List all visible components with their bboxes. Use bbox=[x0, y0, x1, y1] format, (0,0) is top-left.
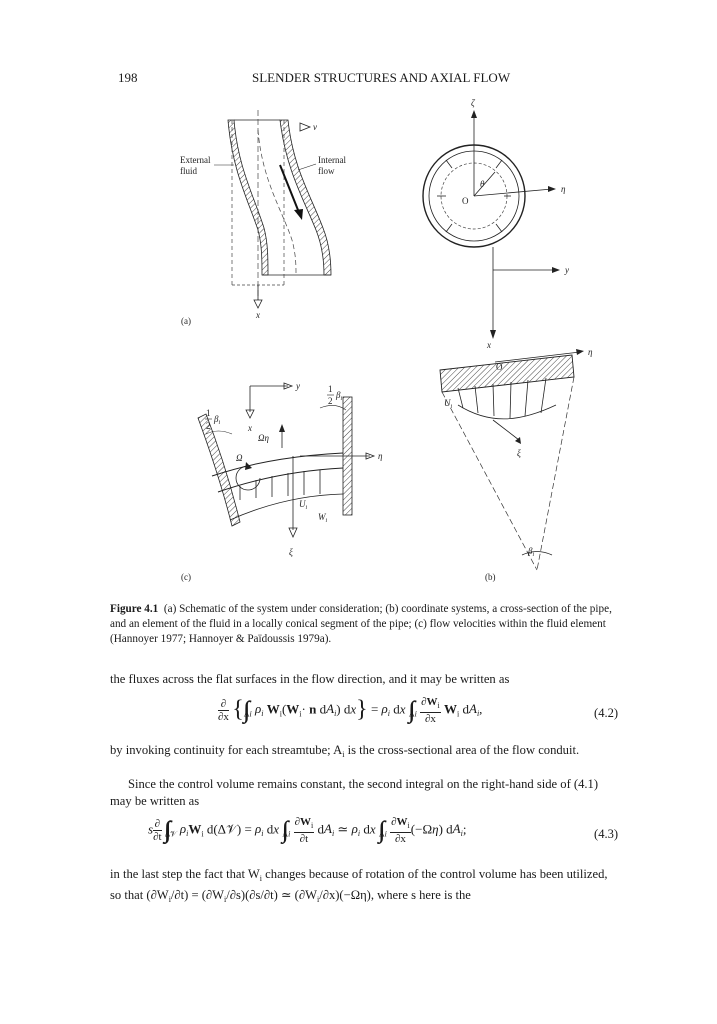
panel-b-label: (b) bbox=[485, 572, 496, 582]
half-den-left: 2 bbox=[206, 421, 211, 431]
zeta-label: ζ bbox=[471, 98, 475, 108]
Ui-label-b: $U_i$ bbox=[444, 398, 453, 410]
caption-text: (a) Schematic of the system under consideration; (b) coordinate systems, a cross-section of the pipe, and an element of the fluid in a locally conical segment of the pipe; (c) flow velocities within the fluid element (Hannoyer 1977; Hannoyer & Païdoussis 1979a). bbox=[110, 603, 612, 645]
xi-label-c: ξ bbox=[289, 547, 293, 557]
axis-x-label: x bbox=[256, 310, 260, 320]
half-den-right: 2 bbox=[328, 396, 333, 406]
x-label-c: x bbox=[248, 423, 252, 433]
equation-4-2: $\frac{\partial}{\partial x}$ {$_{Ai}$ $\rho_i$ $W_i(W_i\cdot n$ $dA_i$) $dx\} = \rho_i$ dx $_{Ai}$ $\frac{\partial W_i}{\partial x}$ $W_i$ $dA_i$, bbox=[218, 696, 483, 725]
panel-b-cross-section bbox=[423, 98, 569, 339]
omega-rotation-icon bbox=[245, 462, 252, 470]
eta-label-b: η bbox=[588, 347, 593, 357]
panel-b-diagram bbox=[440, 340, 593, 582]
v-arrow-icon bbox=[300, 123, 310, 131]
paragraph-4: in the last step the fact that $W_i$ changes because of rotation of the control volume has been utilized, so that $(\partial W_i/\partial t) = (\partial W_i/\partial s)(\partial s/\partial t)$ ≃ $(\partial W_i/\partial x)(-\Omega\eta)$, where s here is the bbox=[110, 867, 608, 904]
half-num-left: 1 bbox=[206, 408, 211, 418]
internal-flow-label-2: flow bbox=[318, 166, 335, 176]
paragraph-2: by invoking continuity for each streamtube; $A_i$ is the cross-sectional area of the flow conduit. bbox=[110, 743, 580, 759]
Ui-label-c: $U_i$ bbox=[299, 499, 308, 511]
omega-eta-label: Ωη bbox=[258, 433, 269, 443]
paragraph-3: Since the control volume remains constant, the second integral on the right-hand side of (4.1) may be written as bbox=[110, 777, 599, 808]
eta-arrow-icon bbox=[548, 186, 556, 192]
origin-label-top: O bbox=[462, 196, 469, 206]
page-number: 198 bbox=[118, 70, 138, 85]
x-arrow-icon bbox=[254, 300, 262, 308]
panel-a-label: (a) bbox=[181, 316, 191, 326]
half-num-right: 1 bbox=[328, 384, 333, 394]
omega-label: Ω bbox=[236, 453, 243, 463]
figure-caption bbox=[110, 602, 618, 647]
panel-c-diagram bbox=[181, 381, 383, 582]
y-label-c: y bbox=[296, 381, 300, 391]
pipe-wall-right bbox=[280, 120, 331, 275]
equation-4-3-number: (4.3) bbox=[594, 827, 619, 841]
internal-flow-label-1: Internal bbox=[318, 155, 346, 165]
half-beta-left-label: $\beta_i$ bbox=[214, 414, 221, 426]
paragraph-1: the fluxes across the flat surfaces in the flow direction, and it may be written as bbox=[110, 672, 510, 686]
running-title: SLENDER STRUCTURES AND AXIAL FLOW bbox=[252, 70, 511, 85]
y-label-top: y bbox=[565, 265, 569, 275]
beta-label-b: $\beta_i$ bbox=[528, 546, 535, 558]
xi-label-b: ξ bbox=[517, 448, 521, 458]
eta-label-c: η bbox=[378, 451, 383, 461]
Wi-label-c: $W_i$ bbox=[318, 512, 328, 524]
external-fluid-label-1: External bbox=[180, 155, 211, 165]
theta-label: θ bbox=[480, 179, 485, 189]
x-label-b: x bbox=[487, 340, 491, 350]
origin-label-b: O bbox=[496, 362, 503, 372]
external-fluid-label-2: fluid bbox=[180, 166, 197, 176]
axis-v-label: v bbox=[313, 122, 317, 132]
zeta-arrow-icon bbox=[471, 110, 477, 118]
eta-label-top: η bbox=[561, 184, 566, 194]
half-beta-right-label: $\beta_i$ bbox=[336, 390, 343, 402]
caption-label: Figure 4.1 bbox=[110, 603, 159, 615]
panel-c-label: (c) bbox=[181, 572, 191, 582]
pipe-wall-left bbox=[228, 120, 268, 275]
equation-4-2-number: (4.2) bbox=[594, 706, 619, 720]
y-arrow-icon bbox=[552, 267, 560, 273]
equation-4-3: s $\frac{\partial}{\partial t}$ $_{\Delta 𝒱}$ $\rho_iW_i$ d(Δ𝒱) = $\rho_i$ dx $_{Ai}$ $\frac{\partial W_i}{\partial t}$ $dA_i$ ≃ $\rho_i$ dx $_{Ai}$ $\frac{\partial W_i}{\partial x}$ (−Ωη) $dA_i$; bbox=[148, 816, 467, 845]
panel-a-diagram bbox=[180, 110, 346, 326]
